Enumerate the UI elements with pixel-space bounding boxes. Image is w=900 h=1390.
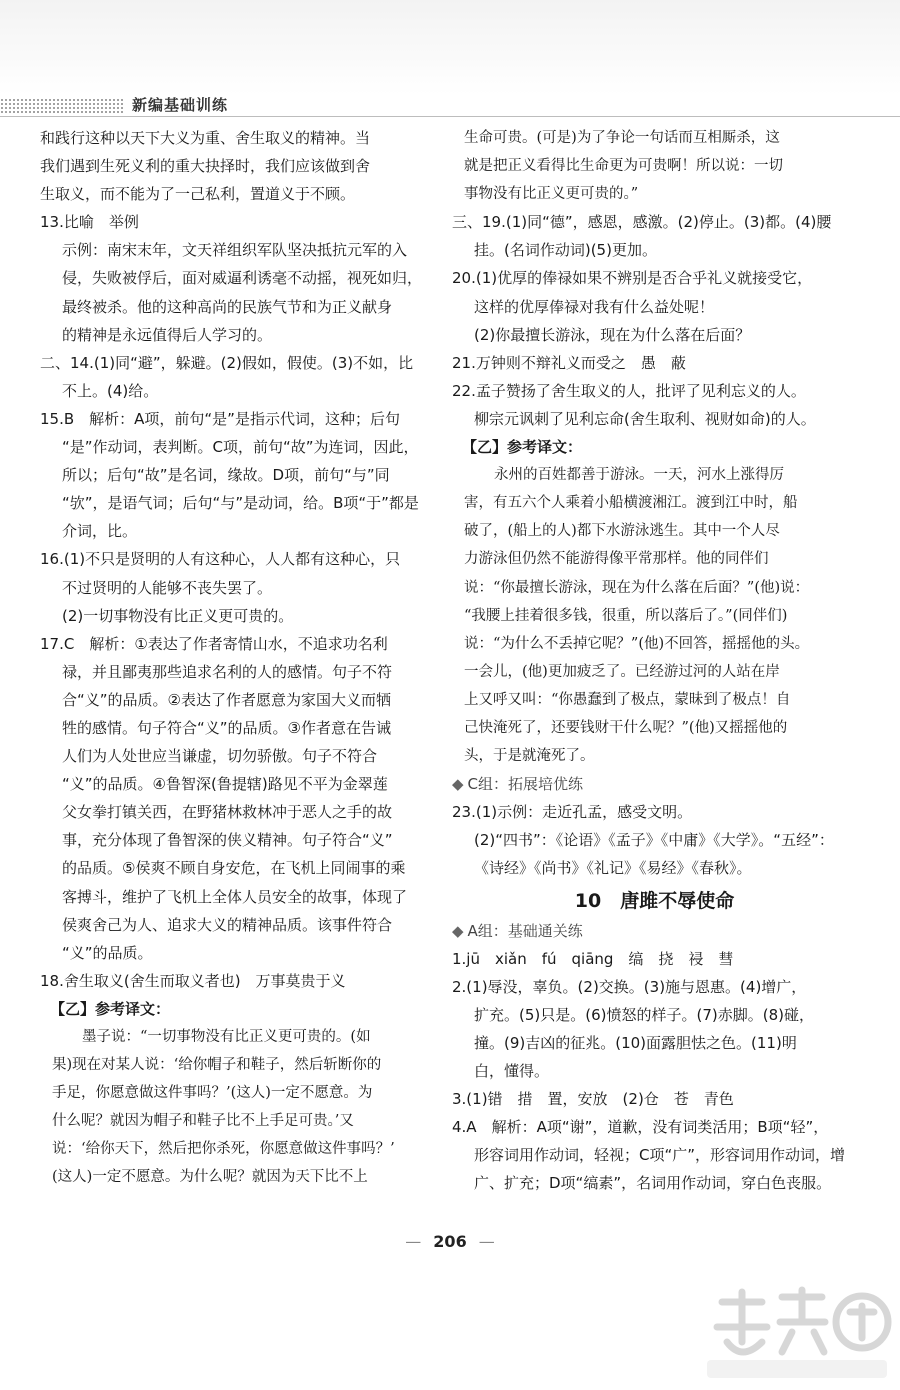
text-line: 最终被杀。他的这种高尚的民族气节和为正义献身 <box>62 297 393 316</box>
translation-line: 破了，(船上的人)都下水游泳逃生。其中一个人尽 <box>464 523 780 540</box>
text-line: (2)一切事物没有比正义更可贵的。 <box>62 606 294 625</box>
translation-label: 【乙】参考译文： <box>50 999 171 1018</box>
translation-line: 说：“你最擅长游泳，现在为什么落在后面？”(他)说： <box>464 579 810 596</box>
translation-line: “我腰上挂着很多钱，很重，所以落后了。”(同伴们) <box>464 607 788 624</box>
text-line: 15.B 解析：A项，前句“是”是指示代词，这种；后句 <box>40 409 400 428</box>
watermark-logo <box>702 1282 892 1382</box>
chapter-title: 10 唐雎不辱使命 <box>574 889 735 912</box>
text-line: 撞。(9)吉凶的征兆。(10)面露胆怯之色。(11)明 <box>474 1034 797 1052</box>
text-line: 和践行这种以天下大义为重、舍生取义的精神。当 <box>40 129 371 147</box>
header-title: 新编基础训练 <box>132 96 229 114</box>
text-line: 18.舍生取义(舍生而取义者也) 万事莫贵于义 <box>40 971 346 990</box>
text-line: 侯爽舍己为人、追求大义的精神品质。该事件符合 <box>62 915 393 934</box>
text-line: 柳宗元讽刺了见利忘命(舍生取利、视财如命)的人。 <box>474 409 816 428</box>
translation-line: 什么呢？就因为帽子和鞋子比不上手足可贵。’又 <box>52 1113 354 1130</box>
text-line: 白，懂得。 <box>474 1062 550 1081</box>
text-line: 16.(1)不只是贤明的人有这种心，人人都有这种心，只 <box>40 550 401 569</box>
translation-line: 事物没有比正义更可贵的。” <box>464 186 639 203</box>
text-line: 挂。(名词作动词)(5)更加。 <box>474 241 657 260</box>
section-heading <box>452 770 857 798</box>
text-line: 牲的感情。句子符合“义”的品质。③作者意在告诫 <box>62 718 391 737</box>
text-line: 17.C 解析：①表达了作者寄情山水，不追求功名利 <box>40 634 388 653</box>
text-line: 不上。(4)给。 <box>62 381 159 400</box>
text-line: 23.(1)示例：走近孔孟，感受文明。 <box>452 803 693 822</box>
translation-line: 永州的百姓都善于游泳。一天，河水上涨得厉 <box>494 467 784 484</box>
translation-line: 说：“为什么不丢掉它呢？”(他)不回答，摇摇他的头。 <box>464 635 810 652</box>
text-line: 22.孟子赞扬了舍生取义的人，批评了见利忘义的人。 <box>452 381 806 400</box>
text-line: 三、19.(1)同“德”，感恩，感激。(2)停止。(3)都。(4)腰 <box>452 213 832 232</box>
section-heading-text: C组：拓展培优练 <box>467 775 584 794</box>
text-line: 示例：南宋末年，文天祥组织军队坚决抵抗元军的入 <box>62 241 408 260</box>
translation-line: 头，于是就淹死了。 <box>464 748 595 765</box>
text-line: 20.(1)优厚的俸禄如果不辨别是否合乎礼义就接受它， <box>452 269 813 288</box>
text-line: 禄，并且鄙夷那些追求名利的人的感情。句子不符 <box>62 662 393 681</box>
page-number: 206 <box>433 1232 467 1251</box>
section-heading <box>452 917 857 945</box>
translation-line: 就是把正义看得比生命更为可贵啊！所以说：一切 <box>464 158 783 175</box>
left-column <box>40 124 440 1192</box>
text-line: 二、14.(1)同“避”，躲避。(2)假如，假使。(3)不如，比 <box>40 353 414 372</box>
text-line: “义”的品质。 <box>62 943 153 962</box>
text-line: 事，充分体现了鲁智深的侠义精神。句子符合“义” <box>62 831 393 850</box>
translation-line: 手足，你愿意做这件事吗？’(这人)一定不愿意。为 <box>52 1085 373 1102</box>
text-line: 21.万钟则不辩礼义而受之 愚 蔽 <box>452 353 686 372</box>
text-line: 不过贤明的人能够不丧失罢了。 <box>62 578 273 597</box>
translation-line: (这人)一定不愿意。为什么呢？就因为天下比不上 <box>52 1169 368 1186</box>
text-line: 生取义，而不能为了一己私利，置道义于不顾。 <box>40 185 356 204</box>
header-background <box>0 0 900 95</box>
text-line: “是”作动词，表判断。C项，前句“故”为连词，因此， <box>62 438 419 457</box>
header-rule <box>0 116 900 117</box>
text-line: “欤”，是语气词；后句“与”是动词，给。B项“于”都是 <box>62 494 419 513</box>
text-line: 我们遇到生死义利的重大抉择时，我们应该做到舍 <box>40 157 371 176</box>
text-line: 人们为人处世应当谦虚，切勿骄傲。句子不符合 <box>62 747 378 766</box>
text-line: 客搏斗，维护了飞机上全体人员安全的故事，体现了 <box>62 887 408 906</box>
translation-line: 一会儿，(他)更加疲乏了。已经游过河的人站在岸 <box>464 663 780 680</box>
text-line: 介词，比。 <box>62 522 138 541</box>
text-line: 13.比喻 举例 <box>40 213 139 232</box>
translation-line: 力游泳但仍然不能游得像平常那样。他的同伴们 <box>464 551 769 568</box>
text-line: 父女拳打镇关西，在野猪林救林冲于恶人之手的故 <box>62 803 393 822</box>
text-line: 的精神是永远值得后人学习的。 <box>62 325 273 344</box>
text-line: 广、扩充；D项“缟素”，名词用作动词，穿白色丧服。 <box>474 1174 832 1193</box>
text-line: (2)“四书”：《论语》《孟子》《中庸》《大学》。“五经”： <box>474 831 834 850</box>
section-heading-text: A组：基础通关练 <box>467 921 583 940</box>
text-line: 所以；后句“故”是名词，缘故。D项，前句“与”同 <box>62 466 390 485</box>
translation-line: 果)现在对某人说：‘给你帽子和鞋子，然后斩断你的 <box>52 1057 382 1074</box>
text-line: 2.(1)辱没，辜负。(2)交换。(3)施与恩惠。(4)增广， <box>452 977 807 996</box>
text-line: “义”的品质。④鲁智深(鲁提辖)路见不平为金翠莲 <box>62 775 388 794</box>
text-line: (2)你最擅长游泳，现在为什么落在后面？ <box>474 325 751 344</box>
text-line: 《诗经》《尚书》《礼记》《易经》《春秋》。 <box>474 859 752 878</box>
translation-line: 上又呼又叫：“你愚蠢到了极点，蒙昧到了极点！自 <box>464 691 791 708</box>
text-line: 扩充。(5)只是。(6)愤怒的样子。(7)赤脚。(8)碰， <box>474 1005 814 1024</box>
translation-label: 【乙】参考译文： <box>462 438 583 457</box>
translation-line: 己快淹死了，还要钱财干什么呢？”(他)又摇摇他的 <box>464 719 788 736</box>
text-line: 形容词用作动词，轻视；C项“广”，形容词用作动词，增 <box>474 1146 846 1165</box>
diamond-icon: ◆ <box>452 775 464 794</box>
diamond-icon: ◆ <box>452 921 464 940</box>
text-line: 侵，失败被俘后，面对威逼利诱毫不动摇，视死如归， <box>62 269 423 288</box>
header-dot-pattern <box>0 98 125 114</box>
text-line: 1.jū xiǎn fú qiāng 缟 挠 祲 彗 <box>452 949 734 968</box>
text-line: 的品质。⑤侯爽不顾自身安危，在飞机上同闹事的乘 <box>62 859 406 878</box>
text-line: 3.(1)错 措 置，安放 (2)仓 苍 青色 <box>452 1090 734 1109</box>
text-line: 合“义”的品质。②表达了作者愿意为家国大义而牺 <box>62 690 391 709</box>
translation-line: 墨子说：“一切事物没有比正义更可贵的。(如 <box>82 1029 371 1045</box>
right-column <box>452 124 857 1198</box>
page-number-footer: — 206 — <box>405 1232 495 1251</box>
translation-line: 生命可贵。(可是)为了争论一句话而互相厮杀，这 <box>464 130 780 146</box>
text-line: 这样的优厚俸禄对我有什么益处呢！ <box>474 297 715 316</box>
text-line: 4.A 解析：A项“谢”，道歉，没有词类活用；B项“轻”， <box>452 1118 829 1137</box>
translation-line: 害，有五六个人乘着小船横渡湘江。渡到江中时，船 <box>464 495 798 512</box>
translation-line: 说：‘给你天下，然后把你杀死，你愿意做这件事吗？’ <box>52 1141 395 1158</box>
